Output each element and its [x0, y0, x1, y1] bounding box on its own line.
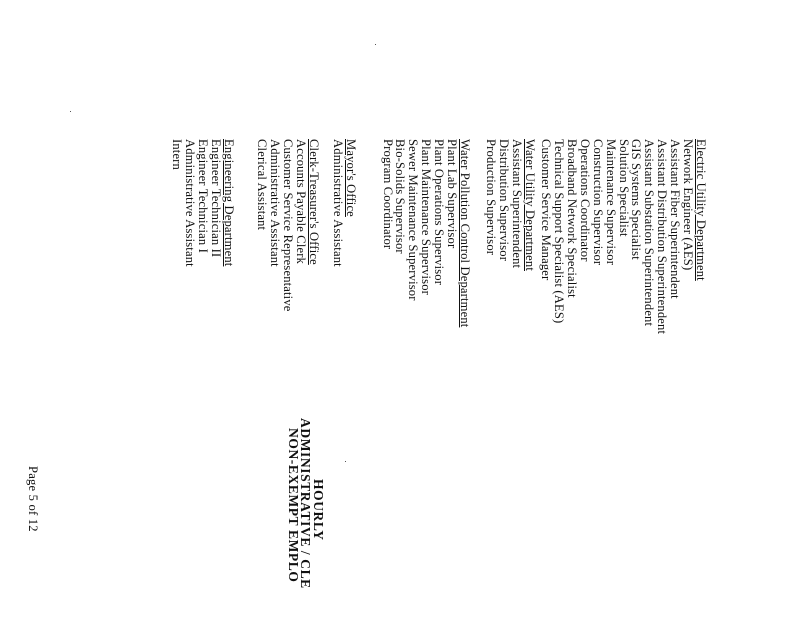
list-item: Assistant Substation Superintendent — [642, 139, 657, 327]
list-item: Network Engineer (AES) — [681, 139, 696, 271]
section-title: Water Pollution Control Department — [458, 139, 472, 328]
heading-line-3: NON-EXEMPT EMPLO — [286, 428, 301, 583]
engineering-section — [170, 139, 235, 267]
list-item: Administrative Assistant — [183, 139, 198, 267]
section-title: Water Utility Department — [523, 139, 537, 271]
page-number: Page 5 of 12 — [26, 466, 40, 532]
list-item: Technical Support Specialist (AES) — [552, 139, 567, 324]
section-title: Mayor's Office — [344, 139, 358, 217]
electric-utility-section — [539, 139, 707, 334]
list-item: Solution Specialist — [616, 139, 631, 237]
list-item: Broadband Network Specialist — [564, 139, 579, 298]
list-item: Customer Service Representative — [281, 139, 296, 312]
list-item: Bio-Solids Supervisor — [393, 139, 408, 254]
heading-line-2: ADMINISTRATIVE / CLE — [298, 418, 314, 589]
mayors-office-section — [331, 139, 357, 267]
water-pollution-control-section — [381, 139, 471, 327]
document-heading — [287, 418, 325, 589]
list-item: Plant Operations Supervisor — [432, 139, 447, 286]
list-item: Customer Service Manager — [539, 139, 554, 281]
section-title: Engineering Department — [222, 139, 236, 267]
list-item: Plant Maintenance Supervisor — [419, 139, 434, 295]
list-item: Production Supervisor — [484, 139, 499, 256]
list-item: Assistant Fiber Superintendent — [668, 139, 683, 299]
water-utility-section — [484, 139, 536, 271]
list-item: Engineer Technician II — [209, 139, 224, 258]
list-item: Engineer Technician I — [196, 139, 211, 253]
list-item: GIS Systems Specialist — [629, 139, 644, 260]
list-item: Distribution Supervisor — [497, 139, 512, 262]
scan-speck — [375, 44, 376, 45]
clerk-treasurer-section — [255, 139, 320, 312]
list-item: Maintenance Supervisor — [603, 139, 618, 266]
section-title: Electric Utility Department — [694, 139, 708, 281]
list-item: Assistant Superintendent — [510, 139, 525, 269]
list-item: Operations Coordinator — [577, 139, 592, 262]
list-item: Assistant Distribution Superintendent — [655, 139, 670, 335]
heading-line-1: HOURLY — [311, 479, 326, 541]
scan-speck — [70, 111, 71, 112]
list-item: Intern — [170, 139, 185, 170]
list-item: Clerical Assistant — [255, 139, 270, 231]
list-item: Plant Lab Supervisor — [445, 139, 460, 249]
list-item: Construction Supervisor — [590, 139, 605, 266]
scan-speck — [345, 461, 346, 462]
list-item: Accounts Payable Clerk — [294, 139, 309, 265]
list-item: Administrative Assistant — [331, 139, 346, 267]
list-item: Program Coordinator — [380, 139, 395, 250]
list-item: Administrative Assistant — [268, 139, 283, 267]
list-item: Sewer Maintenance Supervisor — [406, 139, 421, 301]
section-title: Clerk-Treasurer's Office — [307, 139, 321, 265]
